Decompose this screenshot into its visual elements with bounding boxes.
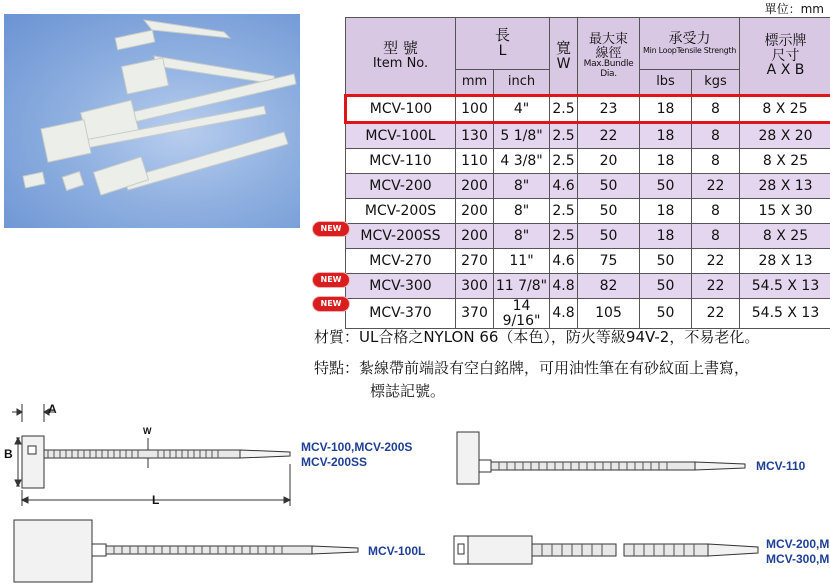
cable-tie-photo-image [4,14,300,228]
table-row: MCV-100L 130 5 1/8" 2.5 22 18 8 28 X 20 [346,123,830,149]
new-badge: NEW [313,273,349,287]
tie-diagram-mcv-100l [12,518,362,584]
header-bundle: 最大束 線徑 Max.Bundle Dia. [578,18,640,96]
table-row: MCV-110 110 4 3/8" 2.5 20 18 8 8 X 25 [346,149,830,174]
header-mm: mm [456,70,494,96]
tie-label-mcv-110: MCV-110 [756,459,806,473]
tie-label-mcv-100l: MCV-100L [368,544,426,558]
table-row: MCV-200SS 200 8" 2.5 50 18 8 8 X 25 [346,224,830,249]
header-length: 長 L [456,18,550,70]
header-width: 寬 W [550,18,578,96]
new-badge: NEW [313,222,349,236]
tie-label-mcv-100: MCV-100,MCV-200S MCV-200SS [301,440,413,469]
table-row: MCV-200S 200 8" 2.5 50 18 8 15 X 30 [346,199,830,224]
dimension-b-label: B [4,447,13,461]
tie-diagram-mcv-200 [452,528,762,578]
feature-note-continued: 標誌記號。 [370,382,446,400]
header-inch: inch [494,70,550,96]
header-strength: 承受力 Min LoopTensile Strength [640,18,740,70]
material-note: 材質：UL合格之NYLON 66（本色），防火等級94V-2，不易老化。 [314,328,760,346]
feature-note: 特點：紮線帶前端設有空白銘牌，可用油性筆在有砂紋面上書寫， [314,359,750,377]
table-row: MCV-200 200 8" 4.6 50 50 22 28 X 13 [346,174,830,199]
unit-label: 單位：mm [764,2,824,16]
new-badge: NEW [313,297,349,311]
table-row: MCV-100 100 4" 2.5 23 18 8 8 X 25 [346,96,830,123]
spec-table [344,17,830,329]
product-photo [4,14,300,228]
table-row: MCV-370 370 14 9/16" 4.8 105 50 22 54.5 X 13 [346,299,830,329]
header-kgs: kgs [692,70,740,96]
header-lbs: lbs [640,70,692,96]
dimension-w-label: W [143,426,152,436]
table-row: MCV-300 300 11 7/8" 4.8 82 50 22 54.5 X 13 [346,274,830,299]
tie-label-mcv-200: MCV-200,M MCV-300,M [766,537,830,566]
dimension-l-label: L [152,493,160,507]
header-marker: 標示牌 尺寸 A X B [740,18,830,96]
table-row: MCV-270 270 11" 4.6 75 50 22 28 X 13 [346,249,830,274]
header-item: 型 號 Item No. [346,18,456,96]
tie-diagram-mcv-110 [455,430,750,490]
dimension-a-label: A [48,402,57,416]
